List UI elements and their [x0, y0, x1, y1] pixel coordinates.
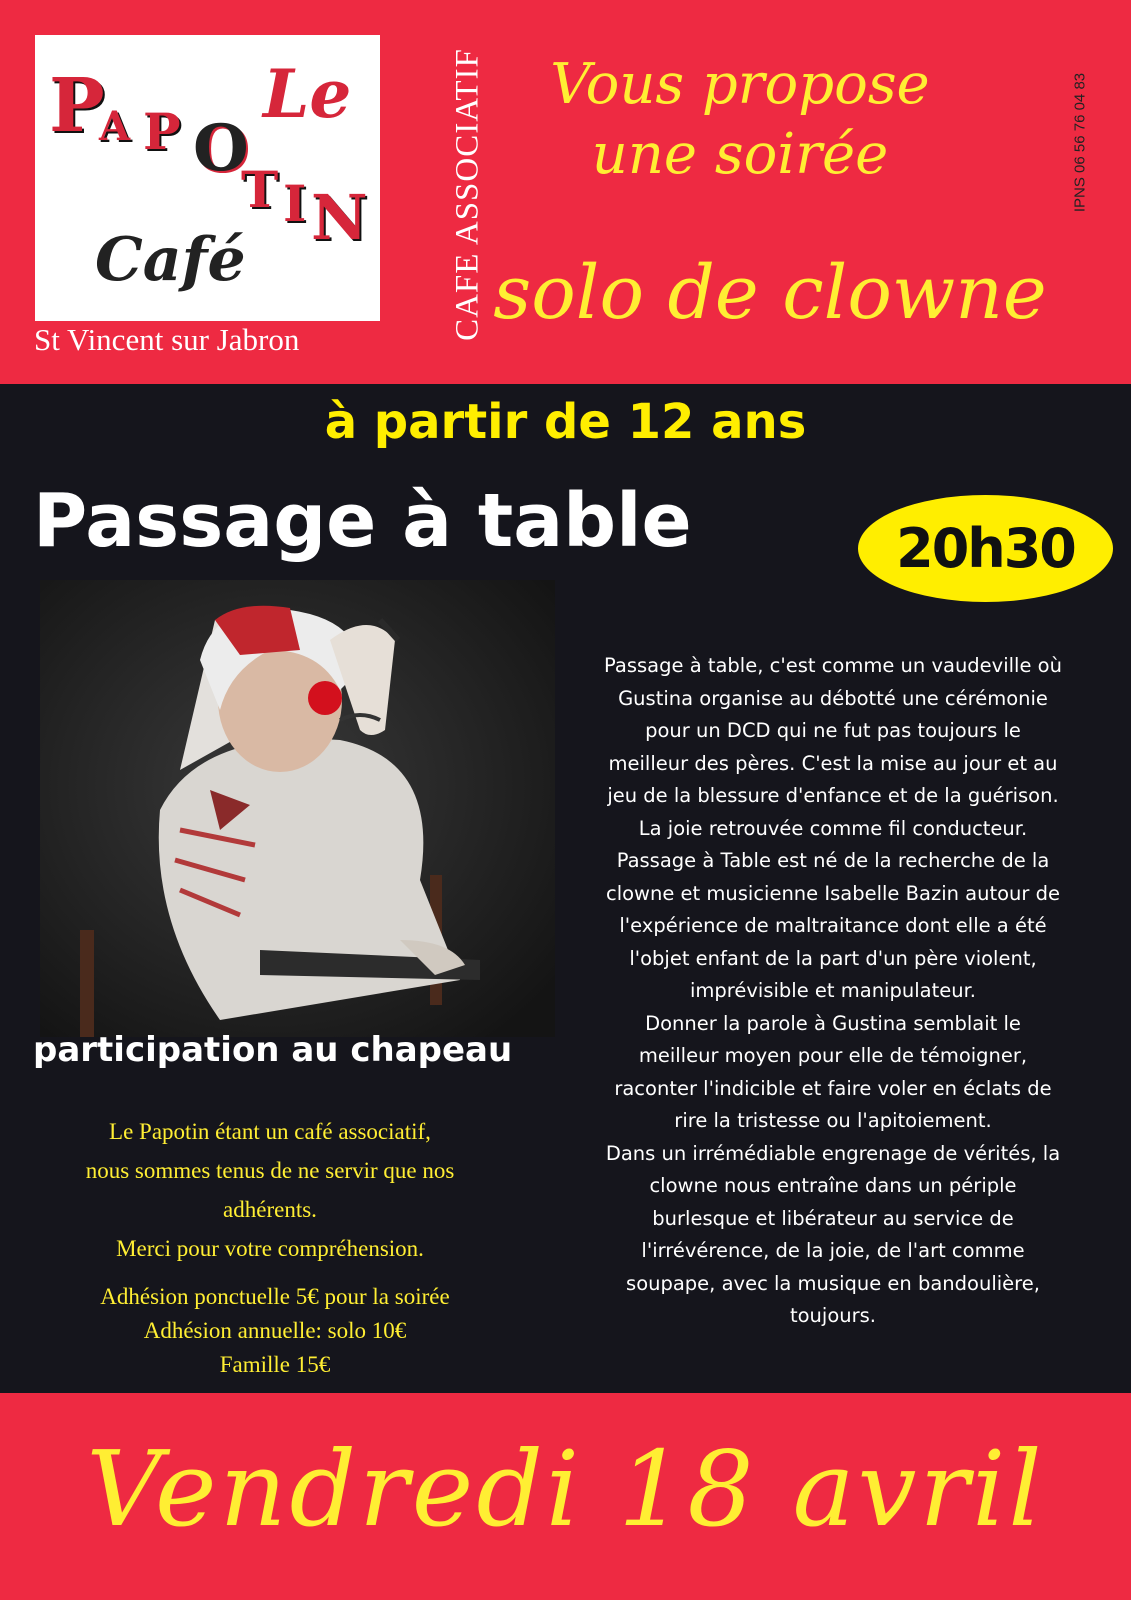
age-requirement: à partir de 12 ans — [324, 394, 807, 450]
footer-band — [0, 1393, 1131, 1600]
start-time: 20h30 — [896, 517, 1075, 580]
tagline — [440, 50, 1040, 190]
clown-illustration — [40, 580, 555, 1037]
notice-line: nous sommes tenus de ne servir que nos — [85, 1158, 455, 1183]
show-title: Passage à table — [33, 478, 692, 564]
ipns-label: IPNS 06 56 76 04 83 — [1071, 72, 1089, 213]
logo-letter: T — [241, 160, 279, 219]
description-line: toujours. — [789, 1304, 877, 1327]
logo-letter: A — [99, 103, 131, 150]
participation-label: participation au chapeau — [33, 1030, 513, 1070]
fee-line: Adhésion ponctuelle 5€ pour la soirée — [100, 1284, 450, 1309]
description-line: clowne et musicienne Isabelle Bazin autour de — [605, 881, 1061, 905]
description-line: clowne nous entraîne dans un périple — [649, 1174, 1017, 1197]
description-line: rire la tristesse ou l'apitoiement. — [674, 1109, 992, 1132]
description-line: l'expérience de maltraitance dont elle a été — [619, 914, 1047, 937]
description-line: Dans un irrémédiable engrenage de vérités, la — [605, 1141, 1061, 1165]
tagline-line: une soirée — [591, 122, 889, 187]
description-line: Passage à table, c'est comme un vaudeville où — [604, 654, 1062, 677]
notice-line: Le Papotin étant un café associatif, — [109, 1119, 431, 1144]
description-line: pour un DCD qui ne fut pas toujours le — [645, 719, 1021, 742]
fee-line: Adhésion annuelle: solo 10€ — [143, 1318, 407, 1343]
logo-le: Le — [263, 55, 352, 133]
description-line: La joie retrouvée comme fil conducteur. — [638, 816, 1028, 840]
description-line: Gustina organise au débotté une cérémonie — [618, 686, 1048, 710]
membership-notice — [30, 1112, 510, 1268]
logo-letter: N — [311, 181, 368, 254]
logo-letter: P — [143, 102, 181, 161]
description-line: meilleur des pères. C'est la mise au jour et au — [608, 751, 1058, 775]
event-type: solo de clowne — [493, 250, 1047, 336]
description-line: jeu de la blessure d'enfance et de la guérison. — [607, 784, 1059, 807]
description-line: Passage à Table est né de la recherche de la — [616, 849, 1050, 872]
description-line: l'irrévérence, de la joie, de l'art comme — [641, 1239, 1025, 1262]
time-badge — [858, 495, 1113, 602]
logo-letter: I — [283, 174, 307, 233]
description-line: meilleur moyen pour elle de témoigner, — [638, 1044, 1028, 1067]
membership-fees — [30, 1280, 520, 1382]
notice-line: Merci pour votre compréhension. — [116, 1236, 424, 1261]
association-label: CAFE ASSOCIATIF — [449, 48, 486, 341]
tagline-line: Vous propose — [550, 52, 930, 117]
town-name: St Vincent sur Jabron — [34, 322, 300, 357]
show-description — [568, 650, 1098, 1333]
description-line: imprévisible et manipulateur. — [690, 979, 976, 1002]
event-date: Vendredi 18 avril — [86, 1428, 1045, 1550]
description-line: l'objet enfant de la part d'un père violent, — [629, 946, 1037, 970]
fee-line: Famille 15€ — [219, 1352, 331, 1377]
logo-letter: O — [193, 111, 249, 186]
logo-cafe: Café — [95, 225, 246, 295]
header-band — [0, 0, 1131, 384]
description-line: raconter l'indicible et faire voler en éclats de — [614, 1076, 1052, 1100]
description-line: soupape, avec la musique en bandoulière, — [626, 1271, 1040, 1295]
papotin-logo — [35, 35, 380, 321]
clown-photo — [40, 580, 555, 1037]
logo-letter: P — [49, 63, 105, 149]
description-line: burlesque et libérateur au service de — [652, 1206, 1014, 1230]
description-line: Donner la parole à Gustina semblait le — [645, 1011, 1021, 1035]
notice-line: adhérents. — [223, 1197, 317, 1222]
